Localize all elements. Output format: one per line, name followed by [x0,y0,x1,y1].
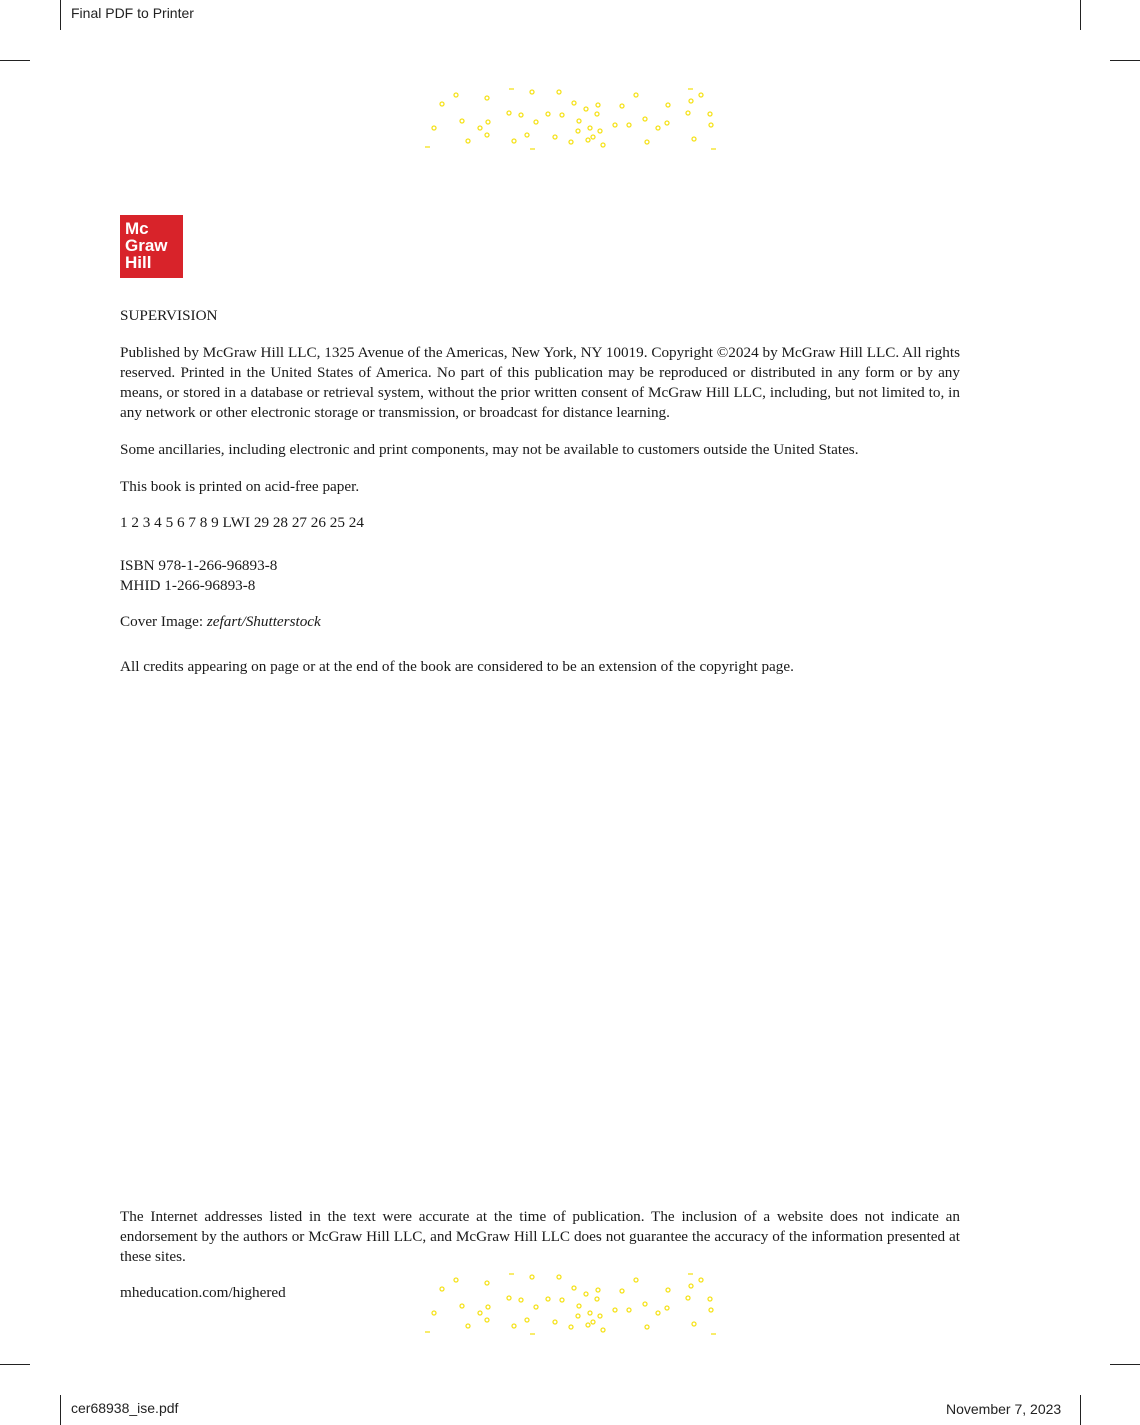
registration-dot [591,1320,595,1324]
registration-dot [560,113,564,117]
registration-dot [534,1305,538,1309]
registration-dot [576,129,580,133]
registration-dot [478,126,482,130]
registration-dot [601,1328,605,1332]
registration-dot [485,1281,489,1285]
registration-dot [613,1308,617,1312]
registration-dot [572,101,576,105]
crop-mark-top-left-h [0,60,30,61]
registration-dot [507,111,511,115]
registration-dot [656,126,660,130]
slug-bottom-left: cer68938_ise.pdf [71,1400,179,1416]
isbn-block [120,556,960,596]
registration-dot [598,129,602,133]
registration-dot [432,1311,436,1315]
registration-dot [525,133,529,137]
registration-dot [708,1297,712,1301]
registration-dot [519,1298,523,1302]
registration-dot [598,1314,602,1318]
ancillaries-note: Some ancillaries, including electronic and print components, may not be available to customers outside the United States. [120,441,859,458]
registration-dot [440,1287,444,1291]
crop-mark-top-left-v [60,0,61,30]
registration-dot [645,1325,649,1329]
registration-dot [645,140,649,144]
registration-dot [486,120,490,124]
registration-dot [454,93,458,97]
registration-dot [692,137,696,141]
registration-dot [620,1289,624,1293]
registration-dot [586,1323,590,1327]
registration-dot [557,1275,561,1279]
registration-dot [596,103,600,107]
registration-dot [689,99,693,103]
registration-dot [454,1278,458,1282]
registration-dot [689,1284,693,1288]
registration-dot [656,1311,660,1315]
registration-dot [709,123,713,127]
logo-line-2: Graw [125,236,168,255]
registration-dot [560,1298,564,1302]
registration-dot [634,93,638,97]
cover-image-credit [120,612,960,632]
registration-dot [613,123,617,127]
registration-dot [601,143,605,147]
registration-dot [595,1297,599,1301]
registration-dot [634,1278,638,1282]
registration-dot [666,1288,670,1292]
crop-mark-top-right-h [1110,60,1140,61]
registration-dot [460,119,464,123]
crop-mark-bottom-left-v [60,1395,61,1425]
logo-line-1: Mc [125,219,149,238]
registration-dot [686,111,690,115]
registration-dot [512,139,516,143]
registration-dot [665,1306,669,1310]
slug-bottom-right: November 7, 2023 [946,1401,1062,1417]
registration-dot [432,126,436,130]
crop-mark-bottom-right-v [1080,1395,1081,1425]
registration-dot [546,1297,550,1301]
registration-dot [478,1311,482,1315]
registration-dot [440,102,444,106]
printing-line: 1 2 3 4 5 6 7 8 9 LWI 29 28 27 26 25 24 [120,514,364,531]
isbn: ISBN 978-1-266-96893-8 [120,557,278,574]
registration-dot [591,135,595,139]
crop-mark-bottom-left-h [0,1364,30,1365]
registration-dot [577,119,581,123]
registration-dot [588,126,592,130]
registration-dot [643,1302,647,1306]
registration-dot [588,1311,592,1315]
mcgraw-hill-logo [120,215,183,278]
internet-note: The Internet addresses listed in the text were accurate at the time of publication. The inclusion of a website does not indicate an endorsement by the authors or McGraw Hill LLC, and McGraw Hill LLC does not guarantee the accuracy of the information presented at these sites. [120,1208,960,1265]
registration-dot [534,120,538,124]
registration-dot [665,121,669,125]
registration-dot [595,112,599,116]
registration-dot [584,107,588,111]
credits-note: All credits appearing on page or at the end of the book are considered to be an extension of the copyright page. [120,658,794,675]
registration-dot [485,1318,489,1322]
cover-image-label: Cover Image: [120,613,207,630]
registration-dot [666,103,670,107]
registration-dot [686,1296,690,1300]
registration-dot [466,1324,470,1328]
registration-dot [512,1324,516,1328]
crop-mark-top-right-v [1080,0,1081,30]
slug-top-left: Final PDF to Printer [71,5,194,21]
registration-dot [525,1318,529,1322]
copyright-paragraph: Published by McGraw Hill LLC, 1325 Avenue of the Americas, New York, NY 10019. Copyright ©2024 by McGraw Hill LLC. All rights reserved. Printed in the United States of America. No part of this publication may be reproduced or distributed in any form or by any means, or stored in a database or retrieval system, without the prior written consent of McGraw Hill LLC, including, but not limited to, in any network or other electronic storage or transmission, or broadcast for distance learning. [120,344,960,421]
website-url: mheducation.com/highered [120,1284,286,1301]
registration-dot [586,138,590,142]
registration-dot [627,1308,631,1312]
registration-dot [485,96,489,100]
paper-note: This book is printed on acid-free paper. [120,478,360,495]
registration-dot [530,90,534,94]
registration-dot [576,1314,580,1318]
registration-dot [577,1304,581,1308]
registration-dot [699,93,703,97]
registration-dot [466,139,470,143]
registration-mark-bottom [422,1270,722,1340]
registration-dot [643,117,647,121]
registration-dot [699,1278,703,1282]
registration-dot [620,104,624,108]
crop-mark-bottom-right-h [1110,1364,1140,1365]
book-title: SUPERVISION [120,307,218,324]
cover-image-source: zefart/Shutterstock [206,613,321,630]
registration-dot [708,112,712,116]
registration-dot [627,123,631,127]
registration-dot [485,133,489,137]
registration-dot [692,1322,696,1326]
mhid: MHID 1-266-96893-8 [120,577,256,594]
registration-dot [569,140,573,144]
registration-dot [596,1288,600,1292]
registration-dot [584,1292,588,1296]
registration-dot [460,1304,464,1308]
logo-line-3: Hill [125,253,152,272]
registration-mark-top [422,85,722,155]
registration-dot [557,90,561,94]
registration-dot [486,1305,490,1309]
registration-dot [572,1286,576,1290]
registration-dot [507,1296,511,1300]
registration-dot [519,113,523,117]
registration-dot [569,1325,573,1329]
registration-dot [709,1308,713,1312]
registration-dot [553,135,557,139]
registration-dot [546,112,550,116]
registration-dot [530,1275,534,1279]
registration-dot [553,1320,557,1324]
